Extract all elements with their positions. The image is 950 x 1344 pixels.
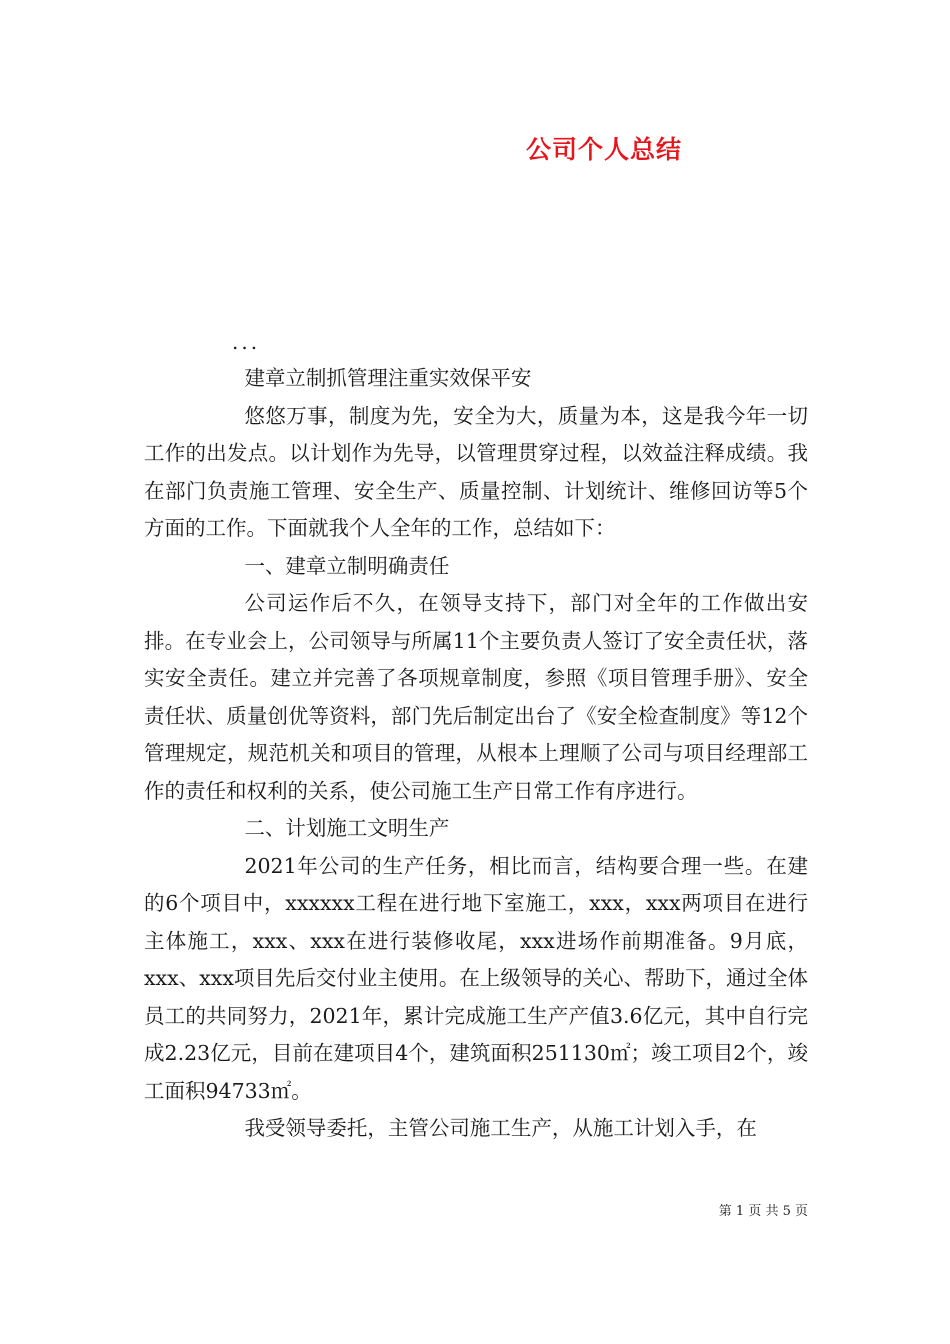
body-paragraph: 我受领导委托，主管公司施工生产，从施工计划入手，在 xyxy=(244,1116,757,1140)
section-heading: 建章立制抓管理注重实效保平安 xyxy=(244,366,532,390)
section-heading: 二、计划施工文明生产 xyxy=(244,816,450,840)
document-title: 公司个人总结 xyxy=(525,135,682,164)
body-paragraph: 悠悠万事，制度为先，安全为大，质量为本，这是我今年一切工作的出发点。以计划作为先导，以管理贯穿过程，以效益注释成绩。我在部门负责施工管理、安全生产、质量控制、计划统计、维修回访等5个方面的工作。下面就我个人全年的工作，总结如下： xyxy=(144,403,808,540)
section-heading: 一、建章立制明确责任 xyxy=(244,553,450,578)
page-number: 第 1 页 共 5 页 xyxy=(718,1204,808,1219)
body-paragraph: 2021年公司的生产任务，相比而言，结构要合理一些。在建的6个项目中，xxxxxx工程在进行地下室施工，xxx，xxx两项目在进行主体施工，xxx、xxx在进行装修收尾，xxx进场作前期准备。9月底，xxx、xxx项目先后交付业主使用。在上级领导的关心、帮助下，通过全体员工的共同努力，2021年，累计完成施工生产产值3.6亿元，其中自行完成2.23亿元，目前在建项目4个，建筑面积251130㎡；竣工项目2个，竣工面积94733㎡。 xyxy=(144,853,808,1103)
ellipsis-marker: ... xyxy=(232,330,261,354)
document-body xyxy=(144,360,808,1148)
body-paragraph: 公司运作后不久，在领导支持下，部门对全年的工作做出安排。在专业会上，公司领导与所属11个主要负责人签订了安全责任状，落实安全责任。建立并完善了各项规章制度，参照《项目管理手册》、安全责任状、质量创优等资料，部门先后制定出台了《安全检查制度》等12个管理规定，规范机关和项目的管理，从根本上理顺了公司与项目经理部工作的责任和权利的关系，使公司施工生产日常工作有序进行。 xyxy=(144,591,808,803)
